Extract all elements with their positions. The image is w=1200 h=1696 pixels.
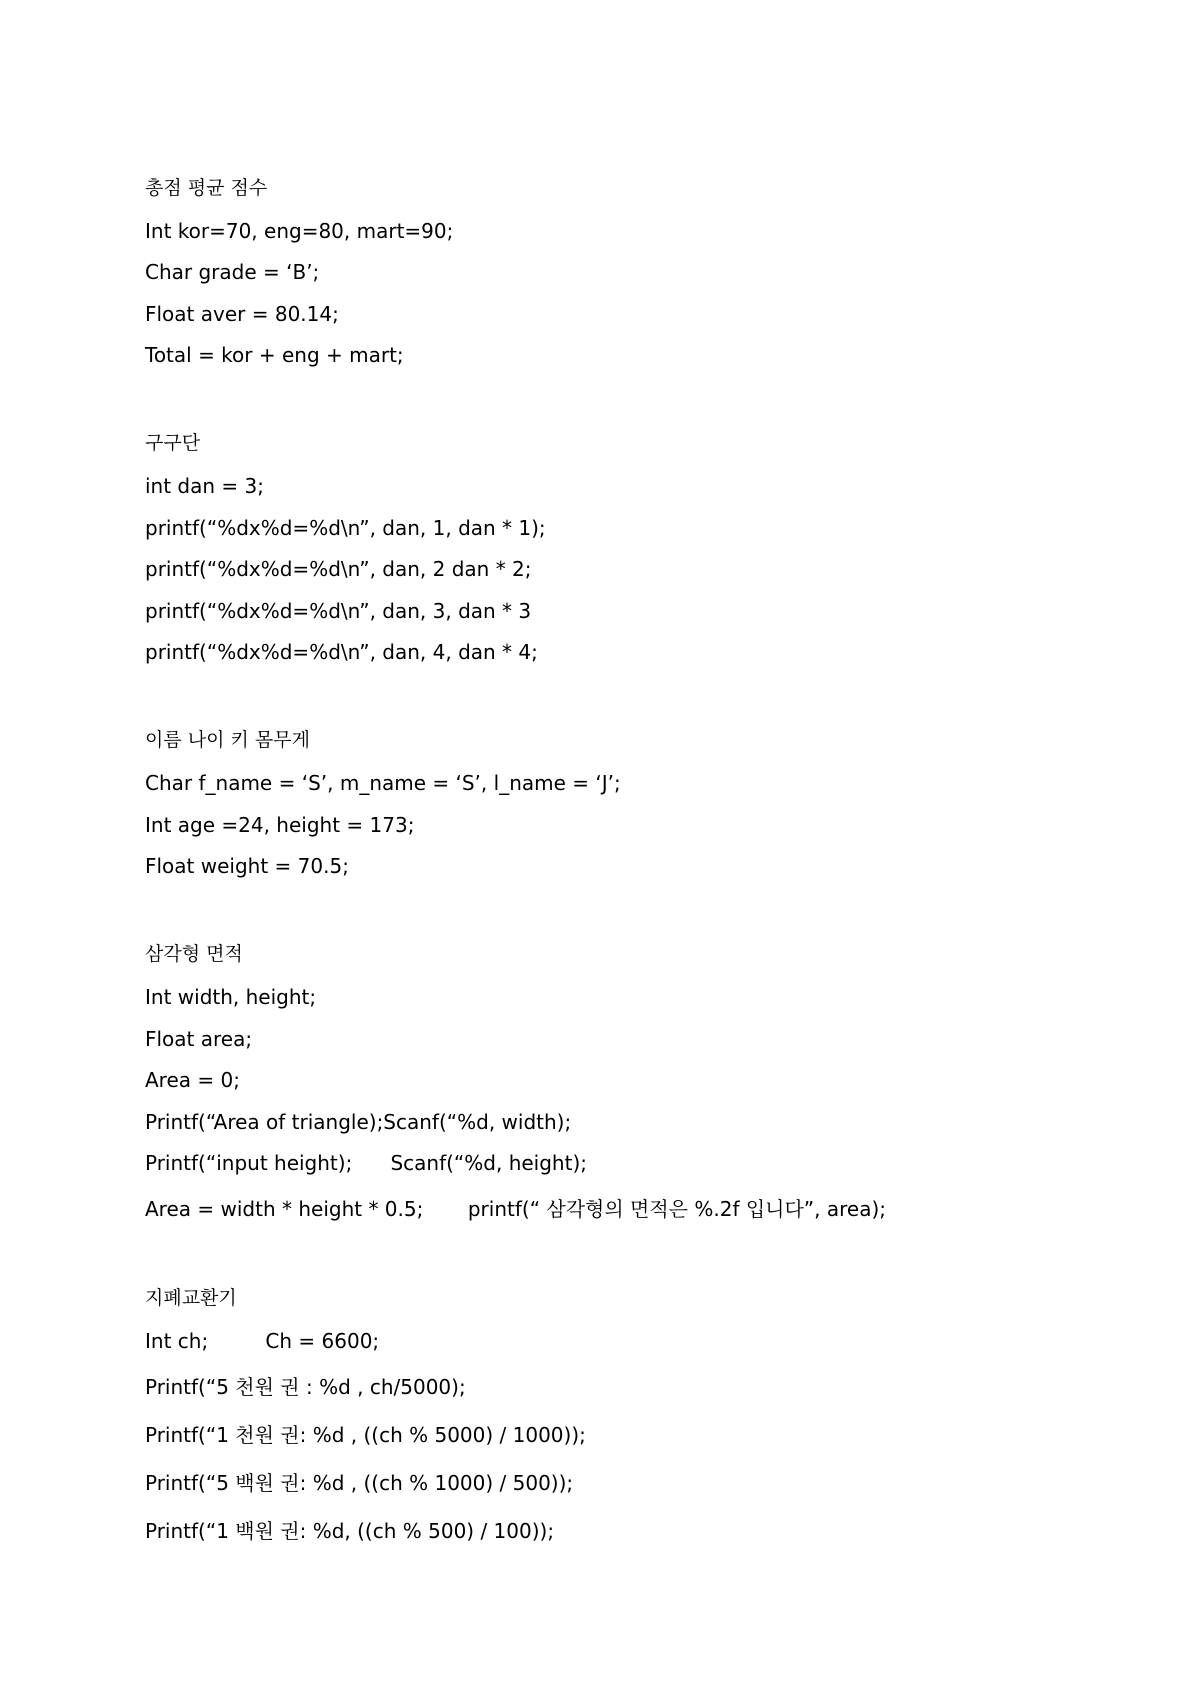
section-heading: 총점 평균 점수 [145, 177, 268, 199]
code-line: Area = 0; [145, 1068, 240, 1092]
section-heading: 삼각형 면적 [145, 943, 243, 965]
code-line: printf(“%dx%d=%d\n”, dan, 2 dan * 2; [145, 557, 532, 581]
section-heading: 구구단 [145, 432, 201, 454]
section-heading: 지폐교환기 [145, 1287, 237, 1309]
code-line: Int width, height; [145, 985, 317, 1009]
code-line: Float area; [145, 1027, 253, 1051]
code-line: printf(“%dx%d=%d\n”, dan, 4, dan * 4; [145, 640, 538, 664]
code-line: Printf(“1 천원 권: %d , ((ch % 5000) / 1000)); [145, 1423, 586, 1447]
code-line: Int kor=70, eng=80, mart=90; [145, 219, 454, 243]
code-line: Total = kor + eng + mart; [145, 343, 404, 367]
code-line: Area = width * height * 0.5; printf(“ 삼각형의 면적은 %.2f 입니다”, area); [145, 1197, 887, 1221]
code-line: Char grade = ‘B’; [145, 260, 320, 284]
code-line: Printf(“input height); Scanf(“%d, height); [145, 1151, 587, 1175]
code-line: Printf(“Area of triangle);Scanf(“%d, width); [145, 1110, 572, 1134]
code-line: Printf(“5 천원 권 : %d , ch/5000); [145, 1375, 466, 1399]
code-line: Int age =24, height = 173; [145, 813, 415, 837]
section-heading: 이름 나이 키 몸무게 [145, 729, 310, 751]
code-line: Float aver = 80.14; [145, 302, 339, 326]
code-line: Int ch; Ch = 6600; [145, 1329, 380, 1353]
code-line: Printf(“5 백원 권: %d , ((ch % 1000) / 500)); [145, 1471, 574, 1495]
code-line: printf(“%dx%d=%d\n”, dan, 1, dan * 1); [145, 516, 546, 540]
code-line: Printf(“1 백원 권: %d, ((ch % 500) / 100)); [145, 1519, 555, 1543]
code-line: int dan = 3; [145, 474, 264, 498]
code-line: Char f_name = ‘S’, m_name = ‘S’, l_name = ‘J’; [145, 771, 621, 795]
code-line: printf(“%dx%d=%d\n”, dan, 3, dan * 3 [145, 599, 532, 623]
code-line: Float weight = 70.5; [145, 854, 349, 878]
